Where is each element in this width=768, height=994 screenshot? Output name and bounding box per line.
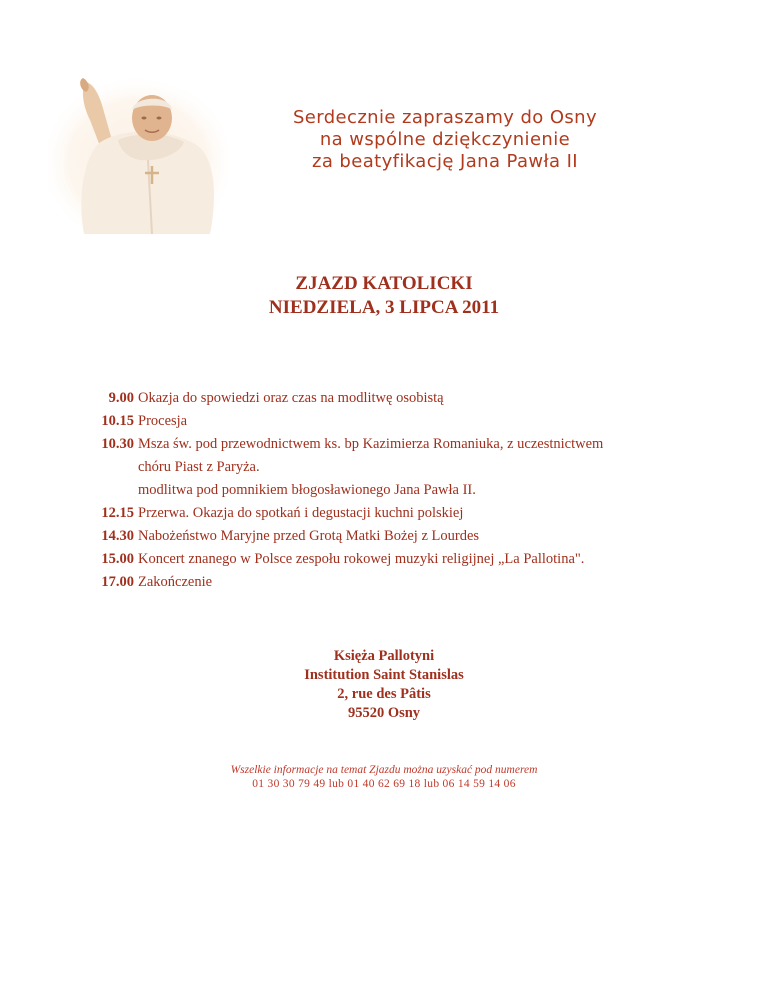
schedule-item xyxy=(72,388,712,408)
invitation-line-1: Serdecznie zapraszamy do Osny xyxy=(292,107,598,128)
schedule-description xyxy=(138,503,712,523)
schedule-description-line: Zakończenie xyxy=(138,574,213,590)
event-heading xyxy=(0,272,768,320)
schedule-time: 14.30 xyxy=(101,528,134,544)
invitation-line-2: na wspólne dziękczynienie xyxy=(319,129,571,150)
postal-city: 95520 Osny xyxy=(347,705,421,721)
schedule-description xyxy=(138,388,712,408)
schedule-description xyxy=(138,411,712,431)
schedule-item xyxy=(72,549,712,569)
schedule-item xyxy=(72,572,712,592)
schedule-description xyxy=(138,572,712,592)
street-address: 2, rue des Pâtis xyxy=(337,686,431,702)
info-footer xyxy=(0,763,768,791)
schedule-item xyxy=(72,434,712,500)
schedule-description-line: chóru Piast z Paryża. xyxy=(138,459,260,475)
schedule-time: 12.15 xyxy=(101,505,134,521)
organizer-address xyxy=(0,647,768,723)
schedule-description-line: Msza św. pod przewodnictwem ks. bp Kazimierza Romaniuka, z uczestnictwem xyxy=(138,436,604,452)
schedule-description xyxy=(138,549,712,569)
info-note: Wszelkie informacje na temat Zjazdu można uzyskać pod numerem xyxy=(230,764,538,776)
schedule-description-line: Przerwa. Okazja do spotkań i degustacji kuchni polskiej xyxy=(138,505,464,521)
invitation-line-3: za beatyfikację Jana Pawła II xyxy=(312,151,578,172)
schedule-time: 15.00 xyxy=(101,551,134,567)
schedule-description-line: Okazja do spowiedzi oraz czas na modlitwę osobistą xyxy=(138,390,444,406)
schedule-description xyxy=(138,526,712,546)
phone-numbers: 01 30 30 79 49 lub 01 40 62 69 18 lub 06 14 59 14 06 xyxy=(252,778,516,790)
organizer-name: Księża Pallotyni xyxy=(333,648,435,664)
schedule-time: 10.30 xyxy=(101,436,134,452)
event-title: ZJAZD KATOLICKI xyxy=(295,273,473,294)
schedule-description-line: modlitwa pod pomnikiem błogosławionego Jana Pawła II. xyxy=(138,482,476,498)
schedule-time: 10.15 xyxy=(101,413,134,429)
invitation-text xyxy=(250,107,640,173)
pope-figure-image xyxy=(48,74,228,234)
schedule-description xyxy=(138,434,712,500)
schedule-description-line: Procesja xyxy=(138,413,188,429)
schedule-item xyxy=(72,526,712,546)
schedule-description-line: Koncert znanego w Polsce zespołu rokowej muzyki religijnej „La Pallotina". xyxy=(138,551,585,567)
institution-name: Institution Saint Stanislas xyxy=(304,667,464,683)
schedule-description-line: Nabożeństwo Maryjne przed Grotą Matki Bożej z Lourdes xyxy=(138,528,480,544)
schedule-list xyxy=(72,388,712,595)
event-date: NIEDZIELA, 3 LIPCA 2011 xyxy=(268,297,500,318)
schedule-item xyxy=(72,503,712,523)
schedule-time: 9.00 xyxy=(108,390,134,406)
schedule-item xyxy=(72,411,712,431)
schedule-time: 17.00 xyxy=(101,574,134,590)
